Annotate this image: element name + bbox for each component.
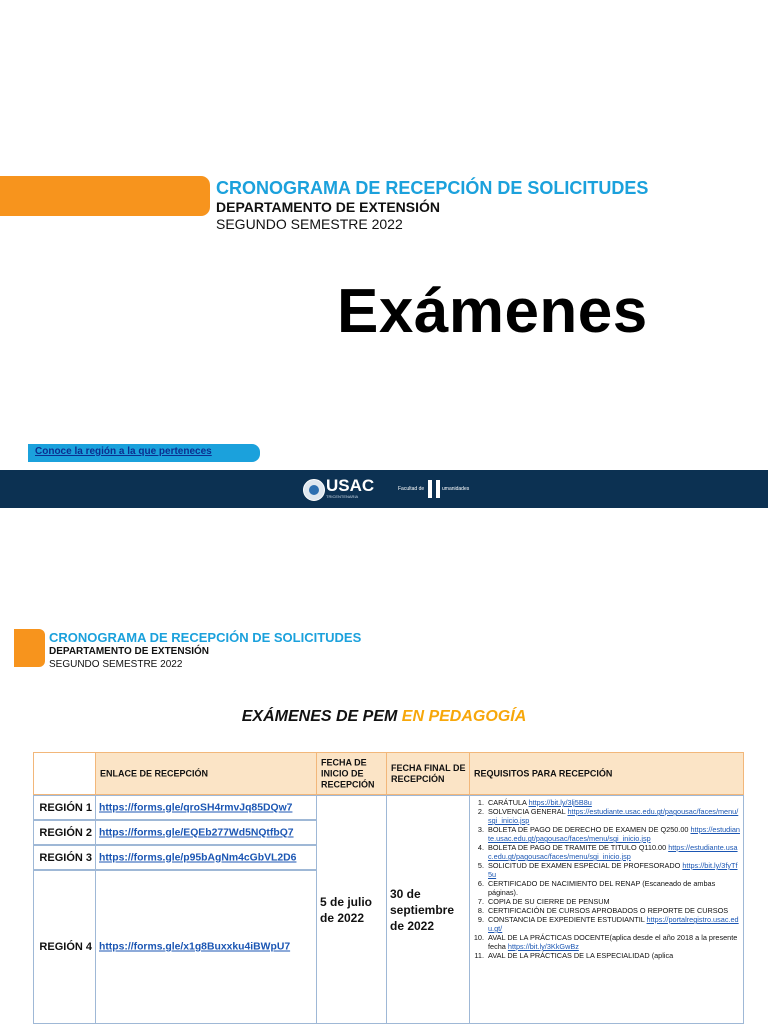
region-link-label[interactable]: Conoce la región a la que perteneces [35,446,212,457]
requirement-link[interactable]: https://bit.ly/3KkGwBz [507,942,579,951]
header-start-label: FECHA DE INICIO DE RECEPCIÓN [321,757,375,789]
region-3-text: REGIÓN 3 [39,851,92,864]
header-requirements-column [469,752,744,795]
table-title-part1: EXÁMENES DE PEM [241,708,402,725]
region-1-link-cell [95,795,317,820]
header-link-label: ENLACE DE RECEPCIÓN [100,768,209,778]
requirement-number: 5. [477,861,484,870]
header-end-column [386,752,470,795]
header-link-column [95,752,317,795]
cover-slide [0,0,768,508]
requirement-body [488,933,741,951]
orange-tab-decoration [0,176,210,216]
requirement-item [470,879,741,897]
requirement-body [488,906,741,915]
requirement-body [488,798,741,807]
header-start-column [316,752,387,795]
region-4-form-link[interactable]: https://forms.gle/x1g8Buxxku4iBWpU7 [99,941,291,953]
faculty-logo-suffix: umanidades [442,486,470,492]
requirement-body [488,951,741,960]
region-3-form-link[interactable]: https://forms.gle/p95bAgNm4cGbVL2D6 [99,852,297,863]
requirement-body [488,861,741,879]
requirement-text: CERTIFICADO DE NACIMIENTO DEL RENAP (Escaneado de ambas páginas). [488,879,716,897]
region-3-link-cell [95,845,317,870]
requirement-item [470,825,741,843]
requirement-item [470,861,741,879]
requirement-text: BOLETA DE PAGO DE TRAMITE DE TITULO Q110.00 [488,843,669,852]
requirement-number: 8. [477,906,484,915]
requirement-text: BOLETA DE PAGO DE DERECHO DE EXAMEN DE Q250.00 [488,825,691,834]
footer-band [0,470,768,508]
requirement-number: 3. [477,825,484,834]
requirement-link[interactable]: https://estudiante.usac.edu.gt/pagousac/faces/menu/sgi_inicio.jsp [488,807,739,825]
requirement-number: 4. [477,843,484,852]
region-3-label [33,845,96,870]
requirement-body [488,879,741,897]
region-4-link-cell [95,870,317,1024]
faculty-logo-prefix: Facultad de [398,486,425,492]
requirement-item [470,951,741,960]
region-1-form-link[interactable]: https://forms.gle/qroSH4rmvJq85DQw7 [99,802,293,813]
requirements-list [470,796,743,960]
start-date-cell [316,795,387,1024]
end-date-cell [386,795,470,1024]
requirement-item [470,843,741,861]
faculty-h-icon [428,480,440,498]
orange-tab-decoration-small [14,629,45,667]
requirement-body [488,843,741,861]
schedule-title: CRONOGRAMA DE RECEPCIÓN DE SOLICITUDES [216,178,649,198]
requirement-link[interactable]: https://bit.ly/3fyTf5u [488,861,738,879]
requirement-link[interactable]: https://portalregistro.usac.edu.gt/ [488,915,739,933]
requirement-text: COPIA DE SU CIERRE DE PENSUM [488,897,610,906]
requirement-number: 10. [473,933,484,942]
requirement-text: SOLVENCIA GENERAL [488,807,568,816]
usac-logo-text: USAC [326,476,375,495]
requirement-text: AVAL DE LA PRÁCTICAS DOCENTE(aplica desde el año 2018 a la presente fecha [488,933,738,951]
requirement-link[interactable]: https://estudiante.usac.edu.gt/pagousac/faces/menu/sgi_inicio.jsp [488,843,738,861]
start-date: 5 de julio de 2022 [320,894,373,925]
requirement-link[interactable]: https://estudiante.usac.edu.gt/pagousac/faces/menu/sgi_inicio.jsp [488,825,740,843]
requirement-text: SOLICITUD DE EXAMEN ESPECIAL DE PROFESORADO [488,861,683,870]
department-name: DEPARTAMENTO DE EXTENSIÓN [216,199,441,215]
region-1-label [33,795,96,820]
table-title-part2: EN PEDAGOGÍA [401,708,527,725]
requirement-item [470,915,741,933]
requirement-number: 11. [474,951,484,960]
region-1-text: REGIÓN 1 [39,801,92,814]
region-4-label [33,870,96,1024]
schedule-title-small: CRONOGRAMA DE RECEPCIÓN DE SOLICITUDES [49,630,362,645]
table-title [0,708,768,726]
semester-label-small: SEGUNDO SEMESTRE 2022 [49,659,183,670]
requirement-item [470,897,741,906]
region-link-button[interactable] [28,444,260,462]
requirement-text: CARÁTULA [488,798,529,807]
requirement-body [488,825,741,843]
region-2-label [33,820,96,845]
requirement-text: AVAL DE LA PRÁCTICAS DE LA ESPECIALIDAD (aplica [488,951,674,960]
requirement-number: 1. [477,798,484,807]
department-name-small: DEPARTAMENTO DE EXTENSIÓN [49,646,210,657]
region-2-form-link[interactable]: https://forms.gle/EQEb277Wd5NQtfbQ7 [99,827,294,838]
header-requirements-label: REQUISITOS PARA RECEPCIÓN [474,768,613,778]
requirement-item [470,807,741,825]
requirement-number: 9. [477,915,484,924]
region-2-link-cell [95,820,317,845]
requirement-text: CONSTANCIA DE EXPEDIENTE ESTUDIANTIL [488,915,647,924]
requirement-body [488,915,741,933]
requirements-cell [469,795,744,1024]
semester-label: SEGUNDO SEMESTRE 2022 [216,216,403,232]
table-header-blank [33,752,96,795]
usac-emblem-icon [303,479,325,501]
requirement-item [470,906,741,915]
region-2-text: REGIÓN 2 [39,826,92,839]
region-4-text: REGIÓN 4 [39,941,92,953]
end-date: 30 de septiembre de 2022 [390,886,455,933]
requirement-body [488,807,741,825]
header-end-label: FECHA FINAL DE RECEPCIÓN [391,762,466,784]
requirement-number: 2. [477,807,484,816]
page-title: Exámenes [337,277,648,346]
requirement-item [470,933,741,951]
requirement-link[interactable]: https://bit.ly/3lj5B8u [528,798,592,807]
requirement-body [488,897,741,906]
requirement-number: 6. [477,879,484,888]
usac-logo-subtext: TRICENTENARIA [326,494,359,499]
requirement-number: 7. [477,897,484,906]
requirement-item [470,798,741,807]
requirement-text: CERTIFICACIÓN DE CURSOS APROBADOS O REPORTE DE CURSOS [488,906,729,915]
